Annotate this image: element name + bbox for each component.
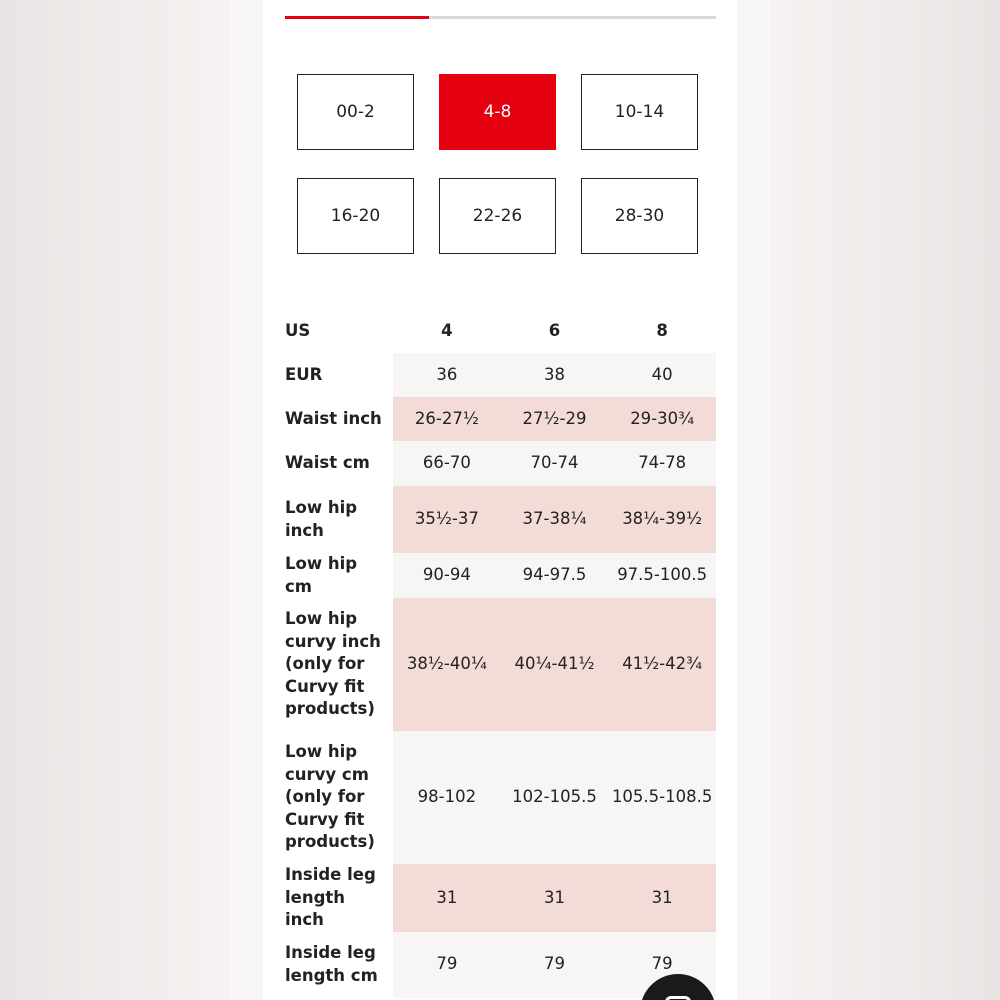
table-cell: 102-105.5 <box>501 731 609 864</box>
table-row <box>285 864 716 932</box>
table-cell: 29-30¾ <box>608 397 716 441</box>
size-range-button-16-20[interactable] <box>297 178 414 254</box>
table-cell: 66-70 <box>393 441 501 486</box>
table-row <box>285 598 716 731</box>
table-row <box>285 441 716 486</box>
table-cell: 31 <box>393 864 501 932</box>
size-range-label: 22-26 <box>472 206 523 226</box>
row-label: Low hip curvy inch (only for Curvy fit products) <box>285 609 381 719</box>
table-header-size: 6 <box>548 320 561 340</box>
table-header-label: US <box>285 320 311 340</box>
table-row <box>285 353 716 397</box>
size-range-label: 28-30 <box>614 206 665 226</box>
size-range-label: 00-2 <box>336 102 375 122</box>
chat-bubble-icon <box>665 996 691 1000</box>
table-cell: 40¼-41½ <box>501 598 609 731</box>
table-row <box>285 553 716 598</box>
table-cell: 98-102 <box>393 731 501 864</box>
table-cell: 90-94 <box>393 553 501 598</box>
progress-track <box>285 16 716 19</box>
table-cell: 26-27½ <box>393 397 501 441</box>
row-label: Inside leg length cm <box>285 943 378 985</box>
size-range-button-10-14[interactable] <box>581 74 698 150</box>
size-range-button-00-2[interactable] <box>297 74 414 150</box>
size-range-button-4-8[interactable] <box>439 74 556 150</box>
table-cell: 38½-40¼ <box>393 598 501 731</box>
table-cell: 94-97.5 <box>501 553 609 598</box>
table-cell: 79 <box>501 932 609 998</box>
table-cell: 27½-29 <box>501 397 609 441</box>
size-range-label: 4-8 <box>483 102 512 122</box>
progress-fill <box>285 16 429 19</box>
size-range-label: 10-14 <box>614 102 665 122</box>
table-row <box>285 486 716 553</box>
row-label: Waist cm <box>285 453 370 473</box>
row-label: Waist inch <box>285 408 382 428</box>
table-cell: 31 <box>608 864 716 932</box>
table-cell: 97.5-100.5 <box>608 553 716 598</box>
table-cell: 38 <box>501 353 609 397</box>
size-range-label: 16-20 <box>330 206 381 226</box>
table-cell: 38¼-39½ <box>608 486 716 553</box>
table-cell: 105.5-108.5 <box>608 731 716 864</box>
table-cell: 74-78 <box>608 441 716 486</box>
row-label: Low hip curvy cm (only for Curvy fit products) <box>285 742 375 852</box>
table-cell: 31 <box>501 864 609 932</box>
size-range-button-22-26[interactable] <box>439 178 556 254</box>
background-right <box>770 0 1000 1000</box>
table-cell: 37-38¼ <box>501 486 609 553</box>
background-left <box>0 0 230 1000</box>
table-header-size: 4 <box>441 320 453 340</box>
table-cell: 36 <box>393 353 501 397</box>
table-cell: 41½-42¾ <box>608 598 716 731</box>
size-range-button-28-30[interactable] <box>581 178 698 254</box>
table-cell: 35½-37 <box>393 486 501 553</box>
row-label: Low hip inch <box>285 498 358 540</box>
table-header-row <box>285 309 716 353</box>
table-cell: 40 <box>608 353 716 397</box>
table-cell: 79 <box>608 932 716 998</box>
row-label: Low hip cm <box>285 554 358 596</box>
row-label: Inside leg length inch <box>285 865 376 929</box>
row-label: EUR <box>285 364 323 384</box>
table-cell: 79 <box>393 932 501 998</box>
table-header-size: 8 <box>656 320 668 340</box>
table-row <box>285 397 716 441</box>
table-row <box>285 731 716 864</box>
table-cell: 70-74 <box>501 441 609 486</box>
size-table <box>285 309 716 998</box>
